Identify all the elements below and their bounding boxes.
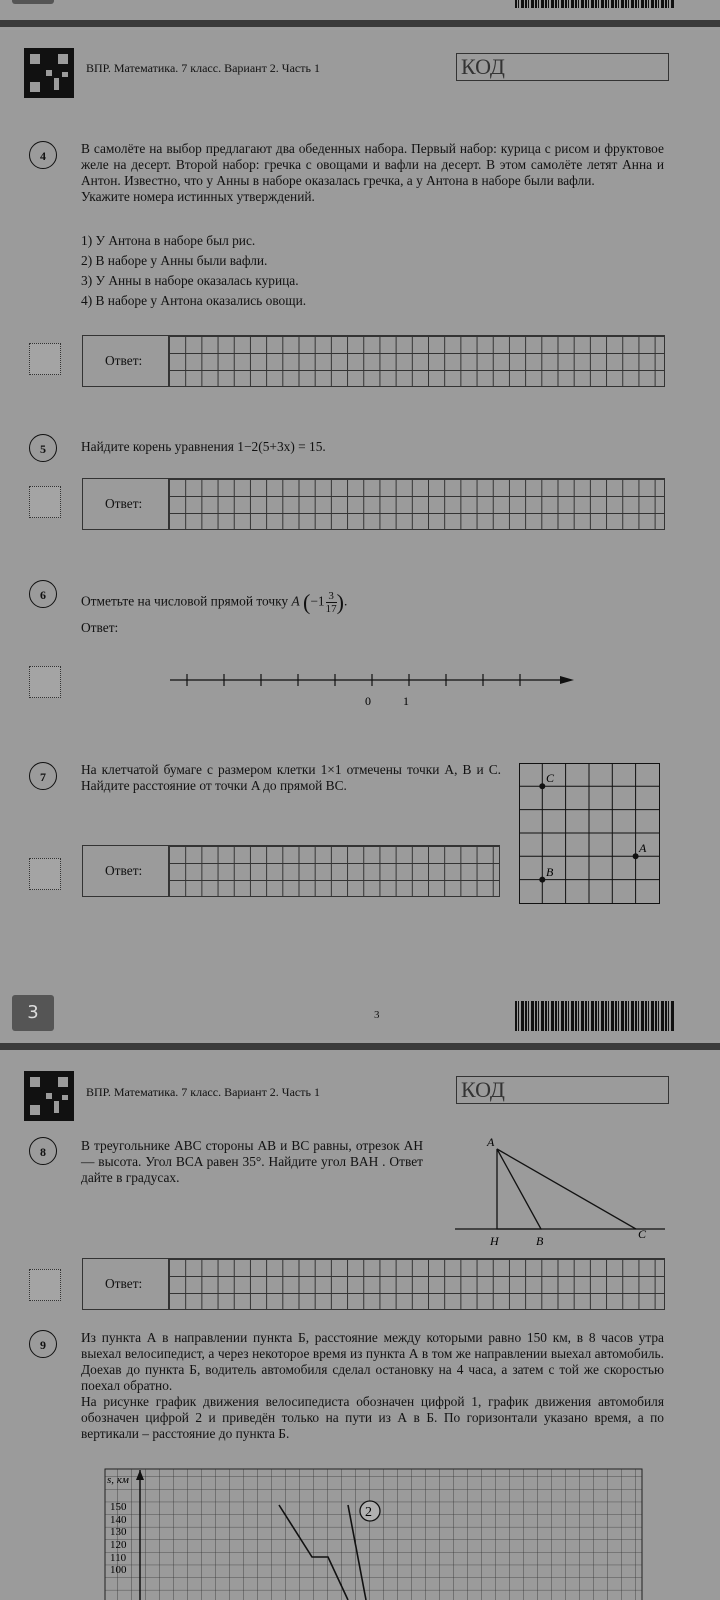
- answer-label: Ответ:: [105, 1276, 143, 1291]
- answer-box[interactable]: [82, 335, 665, 387]
- page-divider: [0, 1043, 720, 1050]
- y-tick-120: 120: [110, 1539, 127, 1551]
- answer-label: Ответ:: [105, 863, 143, 878]
- label-b: B: [546, 865, 554, 879]
- y-tick-110: 110: [110, 1552, 127, 1564]
- task-number: 6: [29, 580, 57, 608]
- task-4-options: [81, 231, 306, 311]
- task-number: 5: [29, 434, 57, 462]
- task-4-prompt: Укажите номера истинных утверждений.: [81, 189, 315, 204]
- answer-box[interactable]: [82, 1258, 665, 1310]
- label-h: H: [490, 1234, 499, 1248]
- task-number: 8: [29, 1137, 57, 1165]
- answer-box[interactable]: [82, 845, 500, 897]
- kod-field[interactable]: КОД: [456, 53, 669, 81]
- y-tick-150: 150: [110, 1501, 127, 1513]
- score-box: [29, 343, 61, 375]
- answer-grid[interactable]: [168, 1259, 664, 1309]
- label-a: A: [639, 841, 647, 855]
- page-number: 3: [374, 1009, 380, 1021]
- triangle-figure: [453, 1133, 668, 1248]
- page-header: ВПР. Математика. 7 класс. Вариант 2. Часть 1: [86, 61, 320, 75]
- task-8-text: В треугольнике ABC стороны AB и BC равны, отрезок AH — высота. Угол BCA равен 35°. Найдите угол BAH . Ответ дайте в градусах.: [81, 1138, 423, 1185]
- answer-label: Ответ:: [81, 620, 119, 635]
- answer-grid[interactable]: [168, 336, 664, 386]
- point-a: [633, 853, 639, 859]
- answer-label: Ответ:: [105, 496, 143, 511]
- y-tick-140: 140: [110, 1514, 127, 1526]
- task-7-text: На клетчатой бумаге с размером клетки 1×1 отмечены точки A, B и C. Найдите расстояние от точки A до прямой BC.: [81, 762, 501, 793]
- page-divider: [0, 20, 720, 27]
- score-box: [29, 666, 61, 698]
- y-axis-label: s, км: [107, 1474, 129, 1486]
- tick-label-zero: 0: [365, 694, 371, 708]
- top-strip: [0, 0, 720, 20]
- point-c: [539, 783, 545, 789]
- task-number: 9: [29, 1330, 57, 1358]
- task-5-text: Найдите корень уравнения 1−2(5+3x) = 15.: [81, 439, 326, 454]
- label-c: C: [638, 1227, 647, 1241]
- answer-grid[interactable]: [168, 479, 664, 529]
- prev-page-badge: [12, 0, 54, 4]
- option: 1) У Антона в наборе был рис.: [81, 233, 256, 248]
- task-number: 7: [29, 762, 57, 790]
- number-line[interactable]: [160, 668, 580, 710]
- label-a: A: [487, 1135, 495, 1149]
- task-9-text: Из пункта А в направлении пункта Б, расстояние между которыми равно 150 км, в 8 часов утра выехал велосипедист, а через некоторое время из пункта А в том же направлении выехал автомобиль. Доехав до пункта Б, водитель автомобиля сделал остановку на 4 часа, а затем с той же скоростью поехал обратно. На рисунке график движения велосипедиста обозначен цифрой 1, график движения автомобиля обозначен цифрой 2 и приведён только на пути из А в Б. По горизонтали указано время, а по вертикали – расстояние до пункта Б.: [81, 1330, 664, 1441]
- task-number: 4: [29, 141, 57, 169]
- page-header: ВПР. Математика. 7 класс. Вариант 2. Часть 1: [86, 1085, 320, 1099]
- option: 4) В наборе у Антона оказались овощи.: [81, 293, 307, 308]
- page-badge[interactable]: 3: [12, 995, 54, 1031]
- score-box: [29, 1269, 61, 1301]
- qr-code: [24, 48, 74, 98]
- y-tick-100: 100: [110, 1564, 127, 1576]
- barcode: [515, 0, 675, 8]
- label-c: C: [546, 771, 555, 785]
- option: 3) У Анны в наборе оказалась курица.: [81, 273, 299, 288]
- score-box: [29, 858, 61, 890]
- qr-code: [24, 1071, 74, 1121]
- motion-graph: [104, 1468, 644, 1600]
- graph-label-2: 2: [365, 1505, 372, 1520]
- option: 2) В наборе у Анны были вафли.: [81, 253, 268, 268]
- grid-figure: [519, 763, 661, 905]
- score-box: [29, 486, 61, 518]
- point-b: [539, 877, 545, 883]
- task-4-text: В самолёте на выбор предлагают два обеденных набора. Первый набор: курица с рисом и фруктовое желе на десерт. Второй набор: гречка с овощами и вафли на десерт. В этом самолёте летят Анна и Антон. Известно, что у Анны в наборе оказалась гречка, а у Антона в наборе были вафли. Укажите номера истинных утверждений.: [81, 141, 664, 204]
- answer-label: Ответ:: [105, 353, 143, 368]
- answer-box[interactable]: [82, 478, 665, 530]
- task-6-text: Отметьте на числовой прямой точку A (−1 $\frac{3}{17}$ ).: [81, 589, 348, 615]
- y-tick-130: 130: [110, 1526, 127, 1538]
- label-b: B: [536, 1234, 544, 1248]
- barcode: [515, 1001, 675, 1031]
- kod-field[interactable]: КОД: [456, 1076, 669, 1104]
- tick-label-one: 1: [403, 694, 409, 708]
- equation: 1−2(5+3x) = 15.: [237, 439, 326, 454]
- answer-grid[interactable]: [168, 846, 499, 896]
